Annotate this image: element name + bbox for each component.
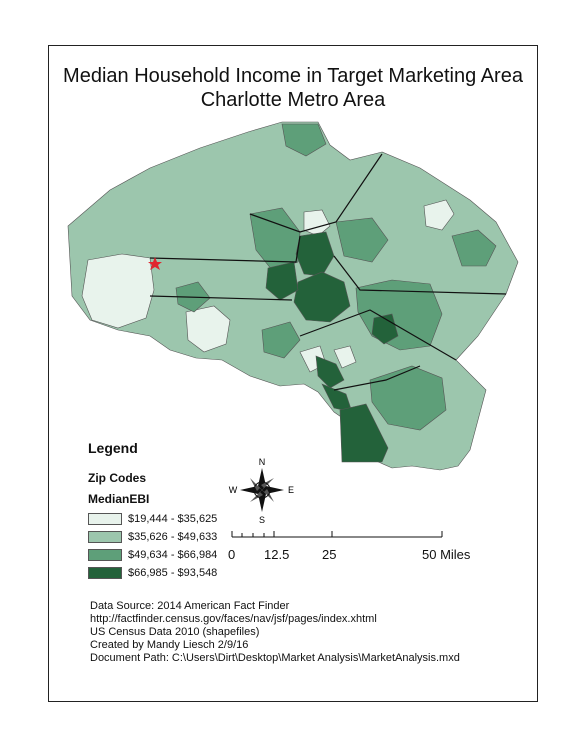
scale-bar — [232, 531, 442, 537]
legend-heading: Legend — [88, 440, 138, 456]
compass-n: N — [258, 457, 266, 467]
map-title: Median Household Income in Target Marketing Area — [63, 65, 523, 87]
legend-label: $49,634 - $66,984 — [128, 549, 218, 561]
legend-class-1 — [88, 512, 217, 526]
source-note-2: http://factfinder.census.gov/faces/nav/jsf/pages/index.xhtml — [90, 613, 377, 625]
legend-class-4 — [88, 566, 217, 580]
compass-rose-icon — [229, 457, 294, 525]
scale-label-50: 50 Miles — [422, 547, 471, 562]
legend-swatch — [88, 531, 122, 543]
scale-label-25: 25 — [322, 547, 337, 562]
legend-swatch — [88, 513, 122, 525]
source-note-3: US Census Data 2010 (shapefiles) — [90, 626, 260, 638]
source-note-5: Document Path: C:\Users\Dirt\Desktop\Market Analysis\MarketAnalysis.mxd — [90, 652, 460, 664]
legend-class-3 — [88, 548, 217, 562]
compass-w: W — [228, 485, 238, 495]
scale-label-0: 0 — [228, 547, 236, 562]
scale-label-12-5: 12.5 — [264, 547, 290, 562]
source-note-4: Created by Mandy Liesch 2/9/16 — [90, 639, 249, 651]
compass-s: S — [258, 515, 266, 525]
legend-swatch — [88, 567, 122, 579]
legend-swatch — [88, 549, 122, 561]
zip-class1-west — [82, 254, 154, 328]
legend-label: $35,626 - $49,633 — [128, 531, 218, 543]
legend-label: $66,985 - $93,548 — [128, 567, 218, 579]
legend-layer-name: Zip Codes — [88, 471, 147, 485]
compass-e: E — [287, 485, 295, 495]
legend-class-2 — [88, 530, 217, 544]
legend-label: $19,444 - $35,625 — [128, 513, 218, 525]
map-subtitle: Charlotte Metro Area — [200, 89, 386, 111]
source-note-1: Data Source: 2014 American Fact Finder — [90, 600, 290, 612]
legend-field-name: MedianEBI — [88, 492, 150, 506]
